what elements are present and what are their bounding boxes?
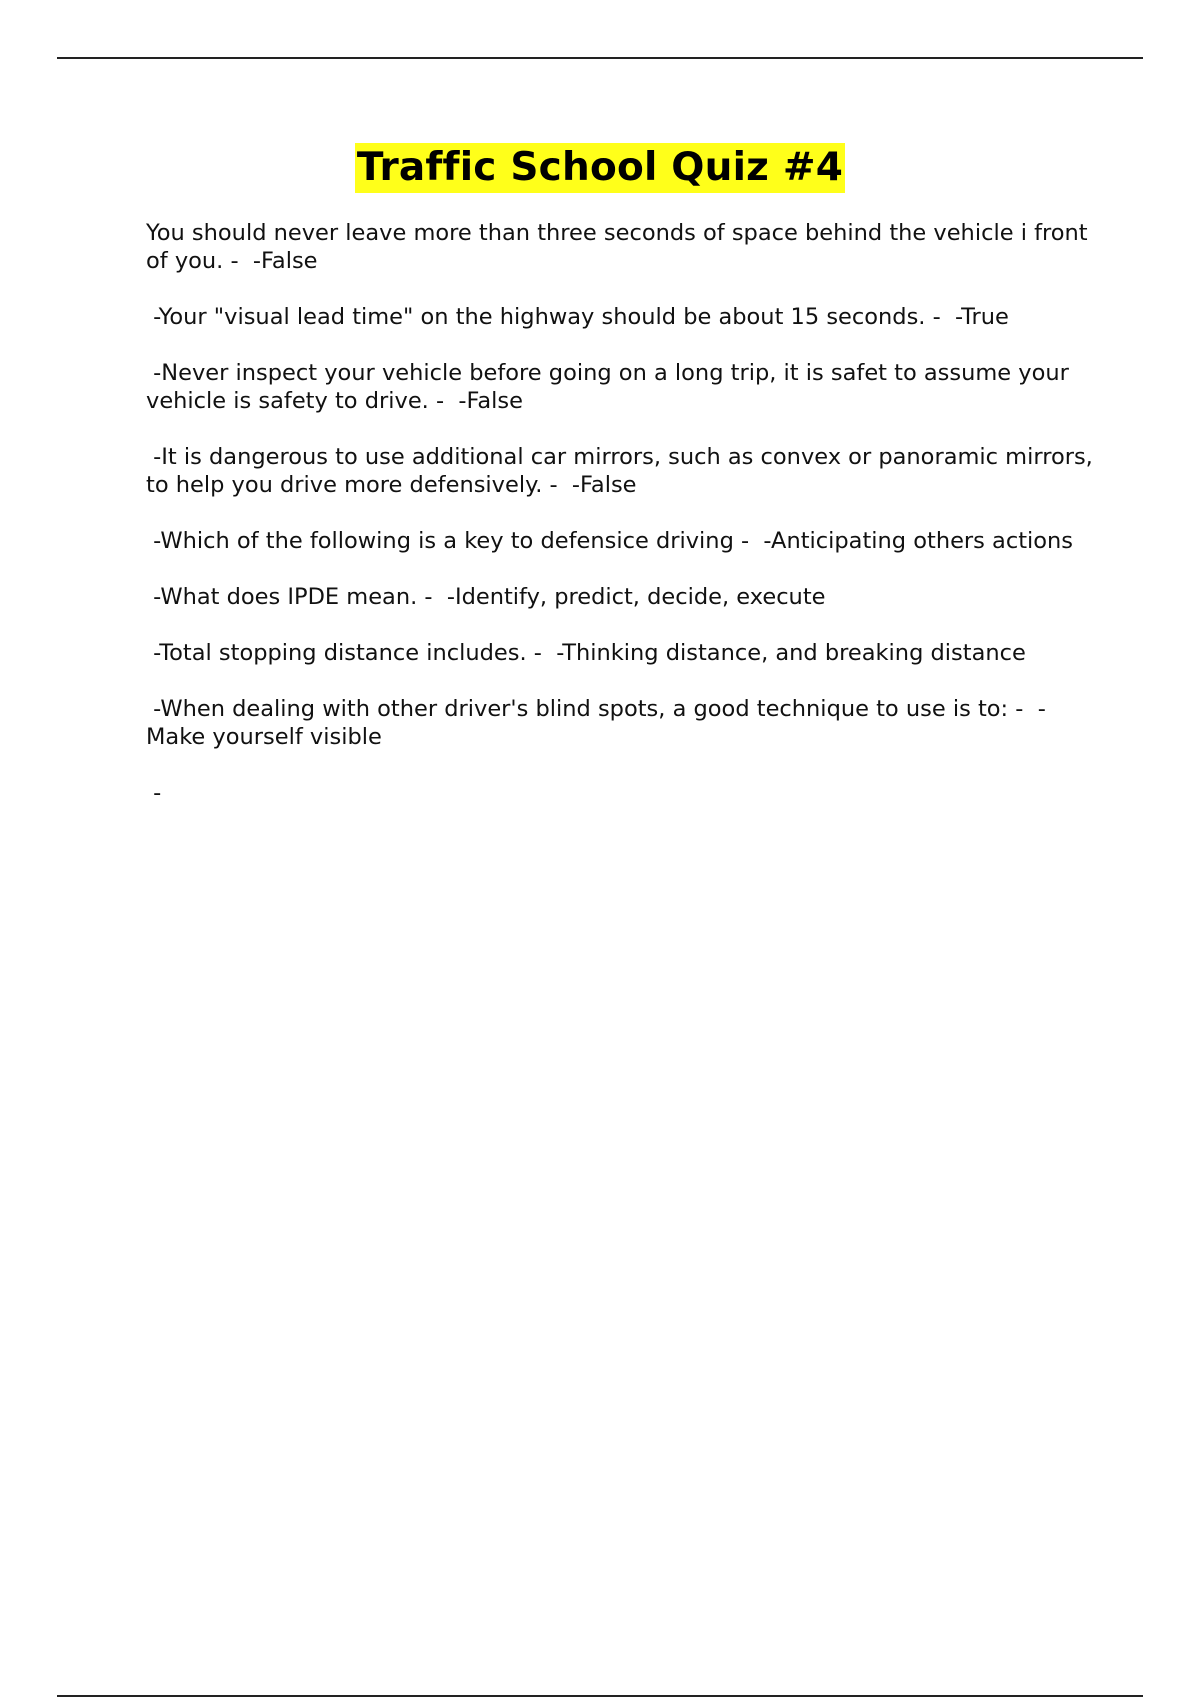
- quiz-entry-7: -Total stopping distance includes. - -Thinking distance, and breaking distance: [146, 640, 1026, 666]
- quiz-entry-2: -Your "visual lead time" on the highway should be about 15 seconds. - -True: [146, 304, 1009, 330]
- quiz-content: [146, 219, 1100, 835]
- quiz-entry-9: -: [146, 780, 162, 806]
- quiz-entry-6: -What does IPDE mean. - -Identify, predict, decide, execute: [146, 584, 826, 610]
- quiz-entry-8: -When dealing with other driver's blind spots, a good technique to use is to: - -Make yourself visible: [146, 696, 1046, 750]
- quiz-entry-4: -It is dangerous to use additional car mirrors, such as convex or panoramic mirrors, to help you drive more defensively. - -False: [146, 444, 1100, 498]
- bottom-rule: [57, 1695, 1143, 1697]
- quiz-entry-1: You should never leave more than three seconds of space behind the vehicle i front of you. - -False: [146, 220, 1095, 274]
- title-container: [0, 143, 1200, 193]
- top-rule: [57, 57, 1143, 59]
- quiz-entry-3: -Never inspect your vehicle before going on a long trip, it is safet to assume your vehicle is safety to drive. - -False: [146, 360, 1077, 414]
- page-title: Traffic School Quiz #4: [355, 143, 845, 193]
- quiz-entry-5: -Which of the following is a key to defensice driving - -Anticipating others actions: [146, 528, 1074, 554]
